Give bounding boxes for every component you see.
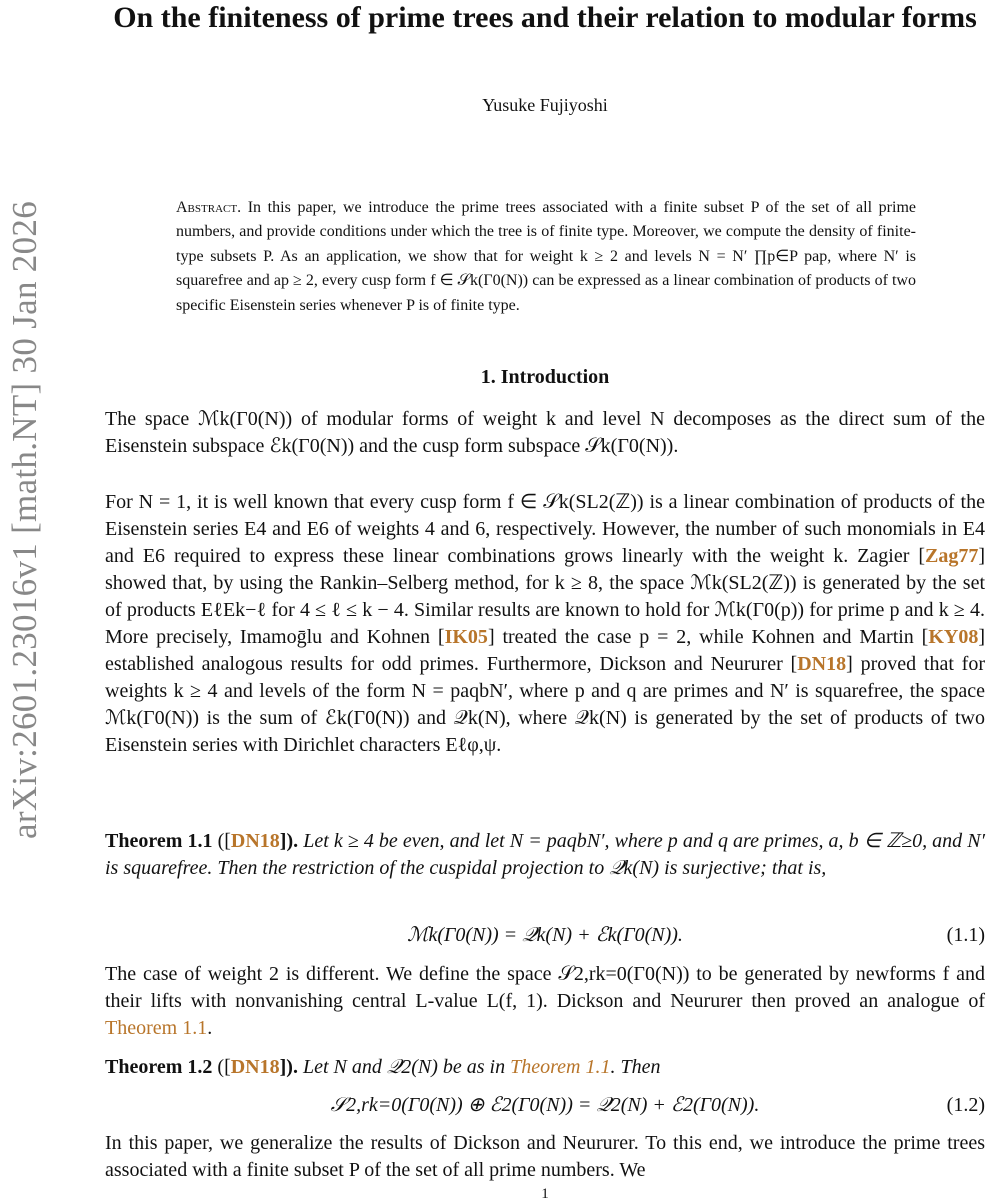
theorem-1-2-end: . Then — [610, 1056, 661, 1078]
citation-dn18[interactable]: DN18 — [797, 653, 847, 675]
paragraph-1: The space ℳk(Γ0(N)) of modular forms of weight k and level N decomposes as the direct sum of the Eisenstein subspace ℰk(Γ0(N)) and the cusp form subspace 𝒮k(Γ0(N)). — [105, 408, 985, 457]
theorem-1-2-cite-close: ]). — [279, 1056, 298, 1078]
theorem-1-1-heading: Theorem 1.1 — [105, 830, 213, 852]
page-number: 1 — [541, 1186, 549, 1202]
paragraph-3 — [105, 961, 985, 1042]
paragraph-2-part-c: ] treated the case p = 2, while Kohnen and Martin [ — [487, 626, 929, 648]
theorem-1-2-heading: Theorem 1.2 — [105, 1056, 213, 1078]
citation-ky08[interactable]: KY08 — [928, 626, 979, 648]
paragraph-2-part-b: ] showed that, by using the Rankin–Selberg method, for k ≥ 8, the space ℳk(SL2(ℤ)) is generated by the set of products EℓEk−ℓ for 4 ≤ ℓ ≤ k − 4. Similar results are known to hold for ℳk(Γ0(p)) for prime p and k ≥ 4. More precisely, Imamoḡlu and Kohnen [ — [105, 545, 985, 648]
citation-zag77[interactable]: Zag77 — [924, 545, 979, 567]
abstract-text: In this paper, we introduce the prime trees associated with a finite subset P of the set of all prime numbers, and provide conditions under which the tree is of finite type. Moreover, we compute the density of finite-type subsets P. As an application, we show that for weight k ≥ 2 and levels N = N′ ∏p∈P pap, where N′ is squarefree and ap ≥ 2, every cusp form f ∈ 𝒮k(Γ0(N)) can be expressed as a linear combination of products of two specific Eisenstein series whenever P is of finite type. — [176, 199, 917, 314]
theorem-1-1-cite-close: ]). — [279, 830, 299, 852]
paragraph-4: In this paper, we generalize the results of Dickson and Neururer. To this end, we introduce the prime trees associated with a finite subset P of the set of all prime numbers. We — [105, 1132, 985, 1181]
arxiv-identifier: arXiv:2601.23016v1 [math.NT] 30 Jan 2026 — [5, 200, 44, 840]
equation-1-1-number: (1.1) — [946, 924, 985, 946]
equation-1-1 — [105, 921, 985, 949]
theorem-1-1-cite-open: ([ — [212, 830, 231, 852]
theorem-1-1 — [105, 828, 985, 882]
section-heading: 1. Introduction — [480, 366, 610, 388]
paragraph-3-text: The case of weight 2 is different. We define the space 𝒮2,rk=0(Γ0(N)) to be generated by newforms f and their lifts with nonvanishing central L-value L(f, 1). Dickson and Neururer then proved an analogue of — [105, 963, 985, 1012]
theorem-1-1-citation[interactable]: DN18 — [230, 830, 280, 852]
equation-1-2-number: (1.2) — [946, 1094, 985, 1116]
theorem-1-1-link-2[interactable]: Theorem 1.1 — [510, 1056, 611, 1078]
paragraph-2 — [105, 489, 985, 759]
arxiv-sidebar — [0, 150, 50, 890]
paragraph-2-part-e: ] proved that for weights k ≥ 4 and levels of the form N = paqbN′, where p and q are primes and N′ is squarefree, the space ℳk(Γ0(N)) is the sum of ℰk(Γ0(N)) and 𝒬k(N), where 𝒬k(N) is generated by the set of products of two Eisenstein series with Dirichlet characters Eℓφ,ψ. — [105, 653, 985, 756]
equation-1-2 — [105, 1091, 985, 1119]
equation-1-1-body: ℳk(Γ0(N)) = 𝒬k(N) + ℰk(Γ0(N)). — [407, 924, 683, 946]
abstract-label: Abstract. — [176, 199, 242, 216]
theorem-1-1-link[interactable]: Theorem 1.1 — [105, 1017, 208, 1039]
equation-1-2-body: 𝒮2,rk=0(Γ0(N)) ⊕ ℰ2(Γ0(N)) = 𝒬2(N) + ℰ2(Γ0(N)). — [330, 1094, 760, 1116]
paragraph-2-part-a: For N = 1, it is well known that every cusp form f ∈ 𝒮k(SL2(ℤ)) is a linear combination of products of the Eisenstein series E4 and E6 of weights 4 and 6, respectively. However, the number of such monomials in E4 and E6 required to express these linear combinations grows linearly with the weight k. Zagier [ — [105, 491, 985, 567]
paragraph-3-end: . — [207, 1017, 213, 1039]
theorem-1-2-cite-open: ([ — [212, 1056, 231, 1078]
theorem-1-1-body: Let k ≥ 4 be even, and let N = paqbN′, where p and q are primes, a, b ∈ ℤ≥0, and N′ is squarefree. Then the restriction of the cuspidal projection to 𝒬k(N) is surjective; that is, — [105, 830, 985, 879]
abstract — [176, 196, 916, 318]
paper-author: Yusuke Fujiyoshi — [482, 95, 608, 115]
theorem-1-2 — [105, 1054, 985, 1081]
paper-title: On the finiteness of prime trees and their relation to modular forms — [113, 1, 977, 34]
theorem-1-2-body: Let N and 𝒬2(N) be as in — [297, 1056, 511, 1078]
theorem-1-2-citation[interactable]: DN18 — [230, 1056, 280, 1078]
citation-ik05[interactable]: IK05 — [444, 626, 488, 648]
paragraph-2-part-d: ] established analogous results for odd primes. Furthermore, Dickson and Neururer [ — [105, 626, 985, 675]
